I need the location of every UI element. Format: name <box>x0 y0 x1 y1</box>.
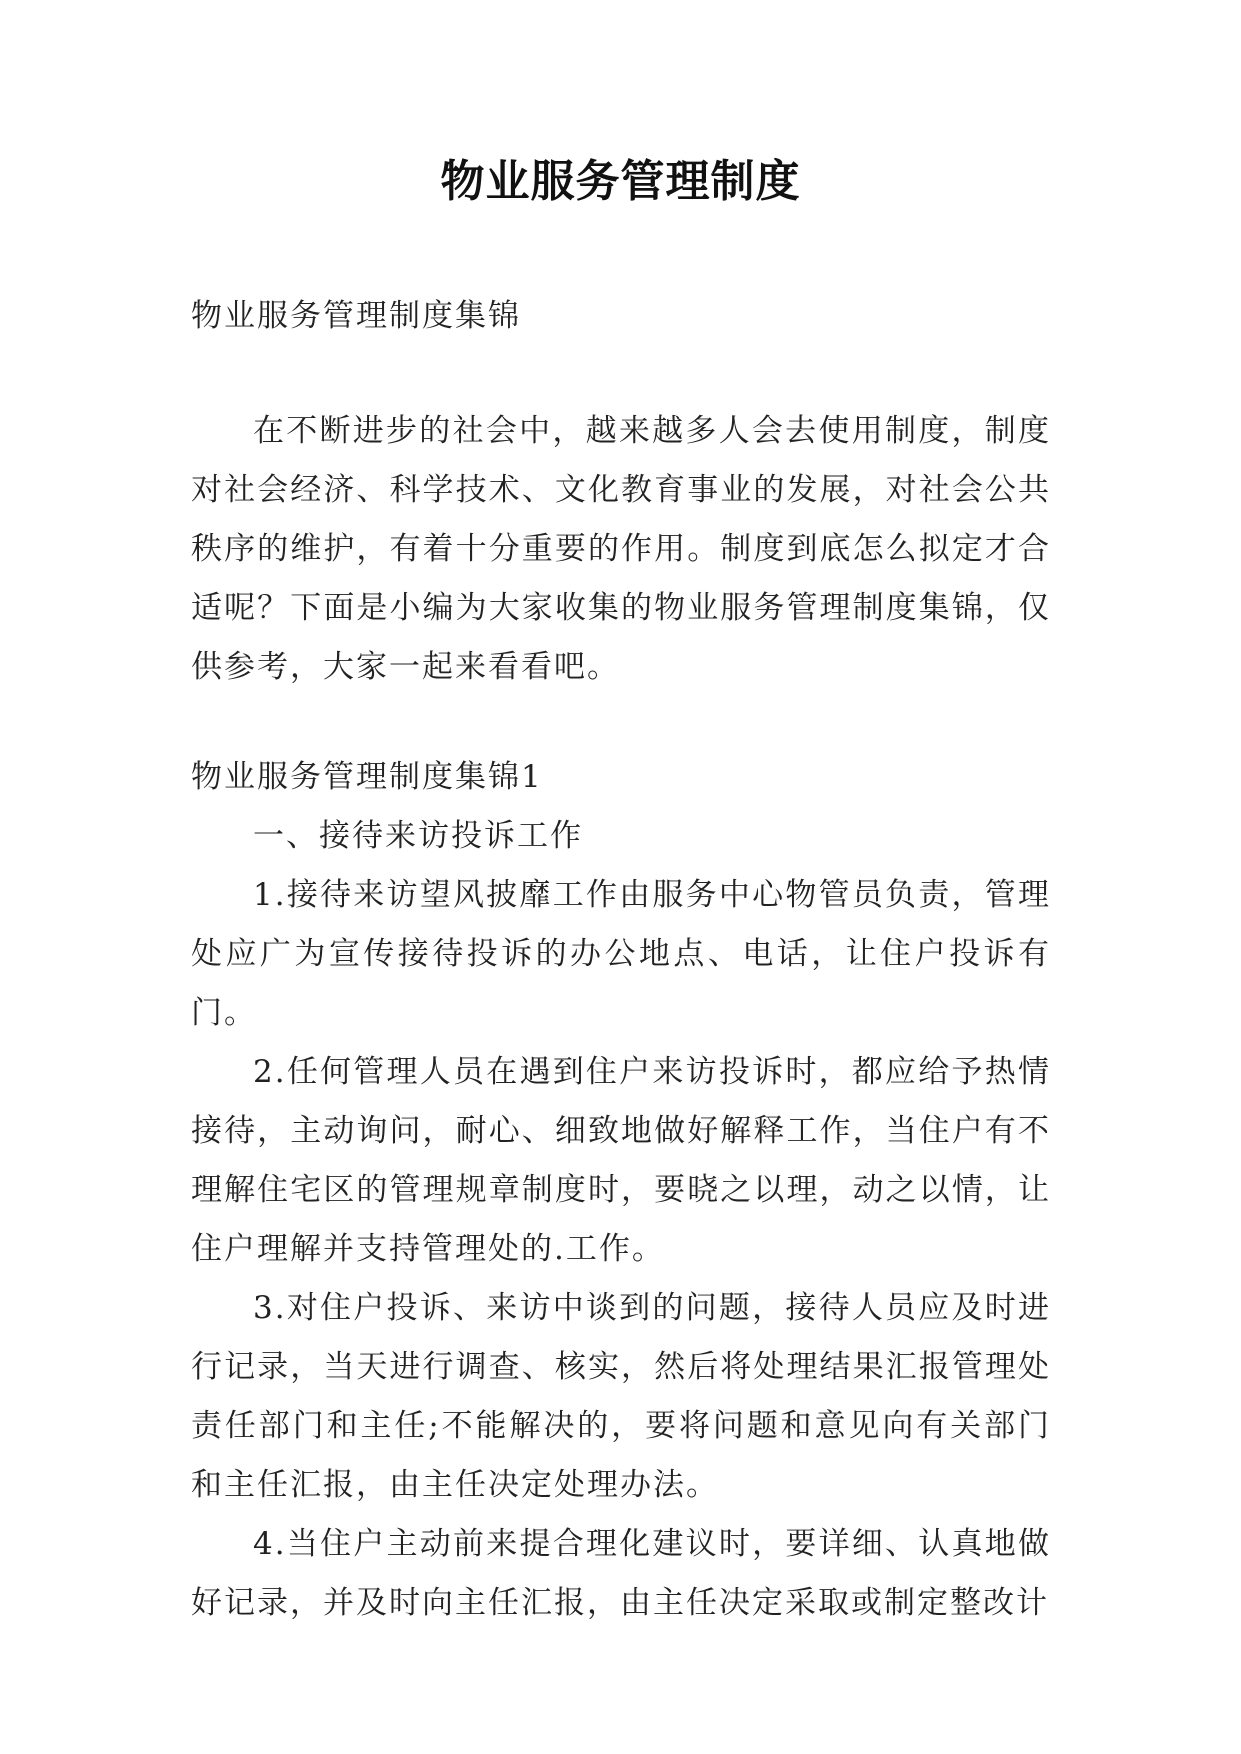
paragraph-item-1: 1.接待来访望风披靡工作由服务中心物管员负责，管理处应广为宣传接待投诉的办公地点、电话，让住户投诉有门。 <box>191 877 1051 1031</box>
paragraph-item-2: 2.任何管理人员在遇到住户来访投诉时，都应给予热情接待，主动询问，耐心、细致地做好解释工作，当住户有不理解住宅区的管理规章制度时，要晓之以理，动之以情，让住户理解并支持管理处的.工作。 <box>191 1054 1051 1267</box>
paragraph-item-3: 3.对住户投诉、来访中谈到的问题，接待人员应及时进行记录，当天进行调查、核实，然后将处理结果汇报管理处责任部门和主任;不能解决的，要将问题和意见向有关部门和主任汇报，由主任决定处理办法。 <box>191 1290 1051 1503</box>
intro-text: 在不断进步的社会中，越来越多人会去使用制度，制度对社会经济、科学技术、文化教育事业的发展，对社会公共秩序的维护，有着十分重要的作用。制度到底怎么拟定才合适呢？下面是小编为大家收集的物业服务管理制度集锦，仅供参考，大家一起来看看吧。 <box>191 413 1051 685</box>
intro-paragraph <box>191 402 1051 697</box>
paragraph-item-4: 4.当住户主动前来提合理化建议时，要详细、认真地做好记录，并及时向主任汇报，由主任决定采取或制定整改计 <box>191 1526 1051 1621</box>
document-title: 物业服务管理制度 <box>440 156 801 207</box>
document-subtitle: 物业服务管理制度集锦 <box>191 298 521 334</box>
section-1 <box>191 748 1051 1633</box>
section-title: 物业服务管理制度集锦1 <box>191 759 543 795</box>
section-heading-reception: 一、接待来访投诉工作 <box>253 818 583 854</box>
